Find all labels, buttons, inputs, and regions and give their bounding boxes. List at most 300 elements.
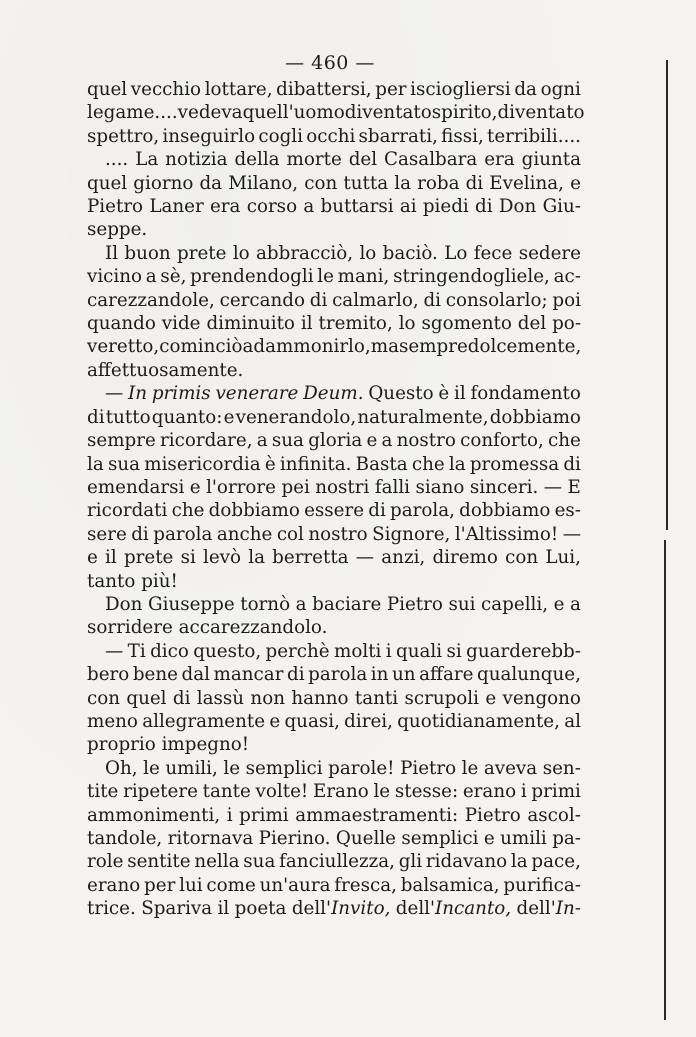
word: lassù xyxy=(196,687,245,709)
text-line xyxy=(87,499,581,522)
word: prete xyxy=(123,547,174,569)
word: di xyxy=(309,289,328,311)
word: e xyxy=(223,406,235,428)
word: Deum. xyxy=(303,383,364,405)
word: dobbiamo xyxy=(459,500,551,522)
word: balsamica, xyxy=(400,874,500,896)
word: — xyxy=(355,547,375,569)
word: del xyxy=(348,149,378,171)
word: giunta xyxy=(521,149,581,171)
word: baciare xyxy=(312,593,382,615)
word: quotidianamente, xyxy=(397,710,560,732)
word: sua xyxy=(243,851,276,873)
word: bero xyxy=(87,664,130,686)
word: di xyxy=(563,453,581,475)
word: veretto, xyxy=(87,336,160,358)
word: del xyxy=(517,313,547,335)
word: per xyxy=(375,79,407,100)
word: e xyxy=(269,710,281,732)
word: quasi, xyxy=(284,710,340,732)
word: quell'uomo xyxy=(242,102,345,124)
word: un xyxy=(391,664,416,686)
word: di xyxy=(368,500,386,522)
word: dobbiamo xyxy=(489,406,581,428)
word: al xyxy=(564,710,581,732)
word: direi, xyxy=(344,710,393,732)
word: .... xyxy=(105,149,129,171)
word: lo xyxy=(398,313,416,335)
text-line xyxy=(87,523,581,546)
word: roba xyxy=(417,172,460,194)
word: ogni xyxy=(540,79,581,100)
word: ac- xyxy=(553,266,581,288)
word: accarezzandolo. xyxy=(178,617,328,639)
text-line xyxy=(87,101,585,124)
text-line xyxy=(87,616,581,639)
word: sua xyxy=(107,453,141,475)
text-line xyxy=(87,265,581,288)
word: era xyxy=(209,196,241,218)
word: le xyxy=(143,757,160,779)
word: Spariva xyxy=(141,898,213,920)
word: giorno xyxy=(133,172,194,194)
word: pace, xyxy=(531,851,581,873)
word: notizia xyxy=(165,149,228,171)
text-line xyxy=(87,218,581,241)
word: cogli xyxy=(258,125,303,147)
word: semplici xyxy=(401,828,479,849)
word: es- xyxy=(554,500,581,522)
word: ma xyxy=(370,336,399,358)
word: terribili.... xyxy=(486,125,581,147)
word: cominciò xyxy=(159,336,243,358)
word: — xyxy=(105,640,124,662)
word: sen- xyxy=(542,757,581,779)
word: promessa xyxy=(469,453,560,475)
word: per xyxy=(144,874,176,896)
word: lo xyxy=(359,242,377,264)
word: da xyxy=(514,79,537,100)
word: ammaestramenti: xyxy=(295,804,459,826)
word: dibattersi, xyxy=(276,79,372,100)
text-line xyxy=(87,850,581,873)
word: dell'Incanto, xyxy=(395,898,512,920)
word: quali xyxy=(396,640,443,662)
word: Questo xyxy=(368,383,434,405)
word: sentite xyxy=(127,851,191,873)
word: con xyxy=(87,687,121,709)
page-edge-mark xyxy=(664,540,666,1020)
word: i xyxy=(226,804,233,826)
word: quanto: xyxy=(151,406,223,428)
word: Don xyxy=(105,593,143,615)
word: semplici xyxy=(245,757,323,779)
word: poi xyxy=(552,289,581,311)
word: — xyxy=(543,476,563,498)
text-line xyxy=(87,710,581,733)
word: le xyxy=(461,757,479,779)
word: seppe. xyxy=(87,219,148,241)
word: morte xyxy=(286,149,342,171)
word: gloria xyxy=(308,430,363,452)
text-line xyxy=(87,757,581,780)
text-line xyxy=(87,312,581,335)
word: sè, xyxy=(160,266,187,288)
text-line xyxy=(87,874,581,897)
word: primi xyxy=(531,781,581,803)
text-line xyxy=(87,546,581,569)
word: sinceri. xyxy=(469,476,539,498)
word: corso xyxy=(246,196,298,218)
word: a xyxy=(570,593,581,615)
word: di xyxy=(172,687,191,709)
word: si xyxy=(180,547,196,569)
word: mancar xyxy=(213,664,284,686)
word: umili, xyxy=(165,757,218,779)
word: le xyxy=(373,781,391,803)
word: parola xyxy=(153,523,213,545)
word: le xyxy=(317,266,334,288)
word: qualunque, xyxy=(477,664,581,686)
word: poeta xyxy=(234,898,287,920)
word: di xyxy=(465,172,484,194)
word: fresca, xyxy=(334,874,397,896)
word: allegramente xyxy=(142,710,266,732)
word: ripetere xyxy=(123,781,198,803)
word: Giu- xyxy=(542,196,581,218)
page-edge-mark xyxy=(666,60,668,530)
word: pei xyxy=(281,476,310,498)
word: spirito, xyxy=(431,102,498,124)
word: l'orrore xyxy=(206,476,276,498)
text-line xyxy=(87,476,581,499)
word: bene xyxy=(132,664,178,686)
word: Casalbara xyxy=(384,149,478,171)
word: con xyxy=(505,547,539,569)
word: — xyxy=(105,383,124,405)
word: tanti xyxy=(354,687,399,709)
word: è xyxy=(438,383,450,405)
word: Il xyxy=(105,242,119,264)
word: di xyxy=(131,523,149,545)
word: e xyxy=(485,687,497,709)
text-line xyxy=(87,289,581,312)
word: parola, xyxy=(390,500,455,522)
word: berretta xyxy=(272,547,349,569)
word: che xyxy=(548,430,581,452)
word: tutta xyxy=(343,172,389,194)
word: fondamento xyxy=(470,383,581,405)
text-line xyxy=(87,406,581,429)
word: Ti xyxy=(127,640,146,662)
text-line xyxy=(87,640,581,663)
word: spettro, xyxy=(87,125,160,147)
word: questo, xyxy=(193,640,262,662)
word: primi xyxy=(239,804,289,826)
word: Lo xyxy=(444,242,468,264)
word: come xyxy=(206,874,256,896)
word: isciogliersi xyxy=(410,79,511,100)
text-line xyxy=(87,172,581,195)
text-line xyxy=(87,242,581,265)
word: pa- xyxy=(552,828,581,849)
word: ad xyxy=(242,336,266,358)
word: molti xyxy=(334,640,382,662)
word: Milano, xyxy=(228,172,299,194)
word: perchè xyxy=(265,640,330,662)
word: a xyxy=(381,430,393,452)
word: si xyxy=(446,640,462,662)
word: il xyxy=(217,898,230,920)
word: la xyxy=(87,453,104,475)
word: lo xyxy=(232,242,250,264)
word: baciò. xyxy=(382,242,438,264)
word: tite xyxy=(87,781,119,803)
word: impegno! xyxy=(161,734,250,756)
word: la xyxy=(248,547,265,569)
word: tutto xyxy=(105,406,151,428)
word: Lui, xyxy=(545,547,581,569)
word: e xyxy=(87,547,98,569)
text-line xyxy=(87,804,581,827)
word: falli xyxy=(374,476,411,498)
word: sere xyxy=(87,523,127,545)
word: ricordare, xyxy=(160,430,253,452)
word: e xyxy=(366,430,378,452)
word: a xyxy=(256,430,268,452)
word: primis xyxy=(151,383,211,405)
word: diremo xyxy=(432,547,498,569)
word: di xyxy=(87,406,105,428)
word: il xyxy=(454,383,466,405)
word: anzi, xyxy=(381,547,426,569)
word: dobbiamo xyxy=(208,500,300,522)
text-line xyxy=(87,733,581,756)
word: siano xyxy=(415,476,465,498)
text-line xyxy=(87,195,581,218)
word: carezzandole, xyxy=(87,289,215,311)
text-line xyxy=(87,897,581,920)
word: diminuito xyxy=(206,313,295,335)
word: ridavano xyxy=(425,851,508,873)
word: vide xyxy=(161,313,201,335)
word: a xyxy=(295,593,307,615)
word: Quelle xyxy=(335,828,396,849)
word: i xyxy=(520,781,527,803)
word: meno xyxy=(87,710,138,732)
word: e xyxy=(483,828,495,849)
word: un'aura xyxy=(259,874,331,896)
word: il xyxy=(105,547,117,569)
word: fissi, xyxy=(441,125,484,147)
word: Oh, xyxy=(105,757,138,779)
word: po- xyxy=(552,313,581,335)
word: Erano xyxy=(312,781,369,803)
text-line xyxy=(87,663,581,686)
word: Laner xyxy=(149,196,204,218)
word: vengono xyxy=(502,687,581,709)
word: lottare, xyxy=(204,79,273,100)
word: parola xyxy=(308,664,368,686)
word: quel xyxy=(87,79,128,100)
text-line xyxy=(87,593,581,616)
text-line xyxy=(87,148,581,171)
word: La xyxy=(135,149,159,171)
word: naturalmente, xyxy=(357,406,489,428)
body-text xyxy=(87,78,585,921)
text-line xyxy=(87,78,581,101)
word: buon xyxy=(124,242,171,264)
word: ai xyxy=(399,196,417,218)
word: della xyxy=(234,149,280,171)
word: emendarsi xyxy=(87,476,185,498)
word: capelli, xyxy=(481,593,549,615)
word: — xyxy=(562,523,581,545)
word: Pierino. xyxy=(258,828,331,849)
word: role xyxy=(87,851,124,873)
word: guarderebb- xyxy=(466,640,581,662)
word: sua xyxy=(271,430,304,452)
word: umili xyxy=(500,828,547,849)
word: più! xyxy=(141,570,178,592)
word: volte! xyxy=(255,781,309,803)
text-line xyxy=(87,780,581,803)
word: dal xyxy=(181,664,210,686)
word: mani, xyxy=(337,266,390,288)
word: sui xyxy=(448,593,476,615)
word: ritornava xyxy=(167,828,254,849)
word: dell'Invito, xyxy=(291,898,391,920)
word: sedere xyxy=(518,242,581,264)
word: Don xyxy=(498,196,537,218)
word: scrupoli xyxy=(404,687,480,709)
word: purifica- xyxy=(503,874,581,896)
word: parole! xyxy=(328,757,395,779)
word: nostro xyxy=(396,430,456,452)
word: quel xyxy=(126,687,167,709)
word: misericordia xyxy=(144,453,261,475)
word: levò xyxy=(203,547,242,569)
word: trice. xyxy=(87,898,136,920)
word: Pietro xyxy=(400,757,457,779)
word: non xyxy=(250,687,285,709)
word: sbarrati, xyxy=(358,125,438,147)
word: lui xyxy=(179,874,203,896)
word: erano xyxy=(87,874,141,896)
word: a xyxy=(145,266,157,288)
word: calmarlo, xyxy=(332,289,419,311)
word: legame.... xyxy=(87,102,178,124)
word: dell'In- xyxy=(516,898,581,920)
word: con xyxy=(304,172,338,194)
word: in xyxy=(370,664,389,686)
word: di xyxy=(287,664,305,686)
word: fanciullezza, xyxy=(279,851,395,873)
word: sorridere xyxy=(87,617,173,639)
word: ricordati xyxy=(87,500,168,522)
word: quel xyxy=(87,172,128,194)
word: dico xyxy=(150,640,189,662)
word: conforto, xyxy=(460,430,544,452)
word: i xyxy=(385,640,392,662)
word: Pietro xyxy=(87,196,144,218)
word: sempre xyxy=(398,336,468,358)
word: infinita. xyxy=(279,453,352,475)
word: prete xyxy=(177,242,227,264)
text-line xyxy=(87,125,581,148)
word: anche xyxy=(216,523,273,545)
word: essere xyxy=(304,500,365,522)
word: la xyxy=(448,453,466,475)
word: buttarsi xyxy=(320,196,394,218)
word: e xyxy=(553,593,565,615)
word: sgomento xyxy=(421,313,512,335)
word: è xyxy=(264,453,276,475)
word: di xyxy=(475,196,493,218)
word: Signore, xyxy=(372,523,451,545)
word: che xyxy=(411,453,445,475)
word: tante xyxy=(202,781,251,803)
word: col xyxy=(276,523,304,545)
word: sempre xyxy=(87,430,156,452)
word: tremito, xyxy=(318,313,393,335)
word: vecchio xyxy=(130,79,202,100)
word: diventato xyxy=(497,102,585,124)
word: vedeva xyxy=(177,102,243,124)
word: a xyxy=(303,196,315,218)
word: la xyxy=(394,172,411,194)
word: nostro xyxy=(308,523,368,545)
word: Pietro xyxy=(386,593,443,615)
word: erano xyxy=(462,781,517,803)
word: proprio xyxy=(87,734,156,756)
word: Basta xyxy=(355,453,408,475)
word: hanno xyxy=(291,687,349,709)
word: vicino xyxy=(87,266,143,288)
text-line xyxy=(87,453,581,476)
word: tandole, xyxy=(87,828,163,849)
word: dolcemente, xyxy=(467,336,582,358)
word: affare xyxy=(419,664,474,686)
word: stringendogliele, xyxy=(393,266,550,288)
word: nostri xyxy=(315,476,370,498)
word: In xyxy=(128,383,148,405)
text-line xyxy=(87,827,581,850)
word: che xyxy=(171,500,205,522)
page-number: — 460 — xyxy=(285,52,375,74)
word: e xyxy=(570,172,581,194)
word: prendendogli xyxy=(190,266,314,288)
word: occhi xyxy=(306,125,356,147)
word: venerare xyxy=(215,383,299,405)
word: aveva xyxy=(483,757,538,779)
word: affettuosamente. xyxy=(87,359,244,381)
word: quando xyxy=(87,313,156,335)
word: ascol- xyxy=(527,804,581,826)
word: ammonimenti, xyxy=(87,804,221,826)
word: tornò xyxy=(240,593,291,615)
word: le xyxy=(223,757,241,779)
word: la xyxy=(510,851,528,873)
word: inseguirlo xyxy=(162,125,256,147)
word: venerandolo, xyxy=(235,406,357,428)
text-line xyxy=(87,570,581,593)
word: gli xyxy=(398,851,423,873)
word: abbracciò, xyxy=(256,242,354,264)
word: fece xyxy=(473,242,513,264)
word: il xyxy=(300,313,313,335)
word: di xyxy=(423,289,441,311)
